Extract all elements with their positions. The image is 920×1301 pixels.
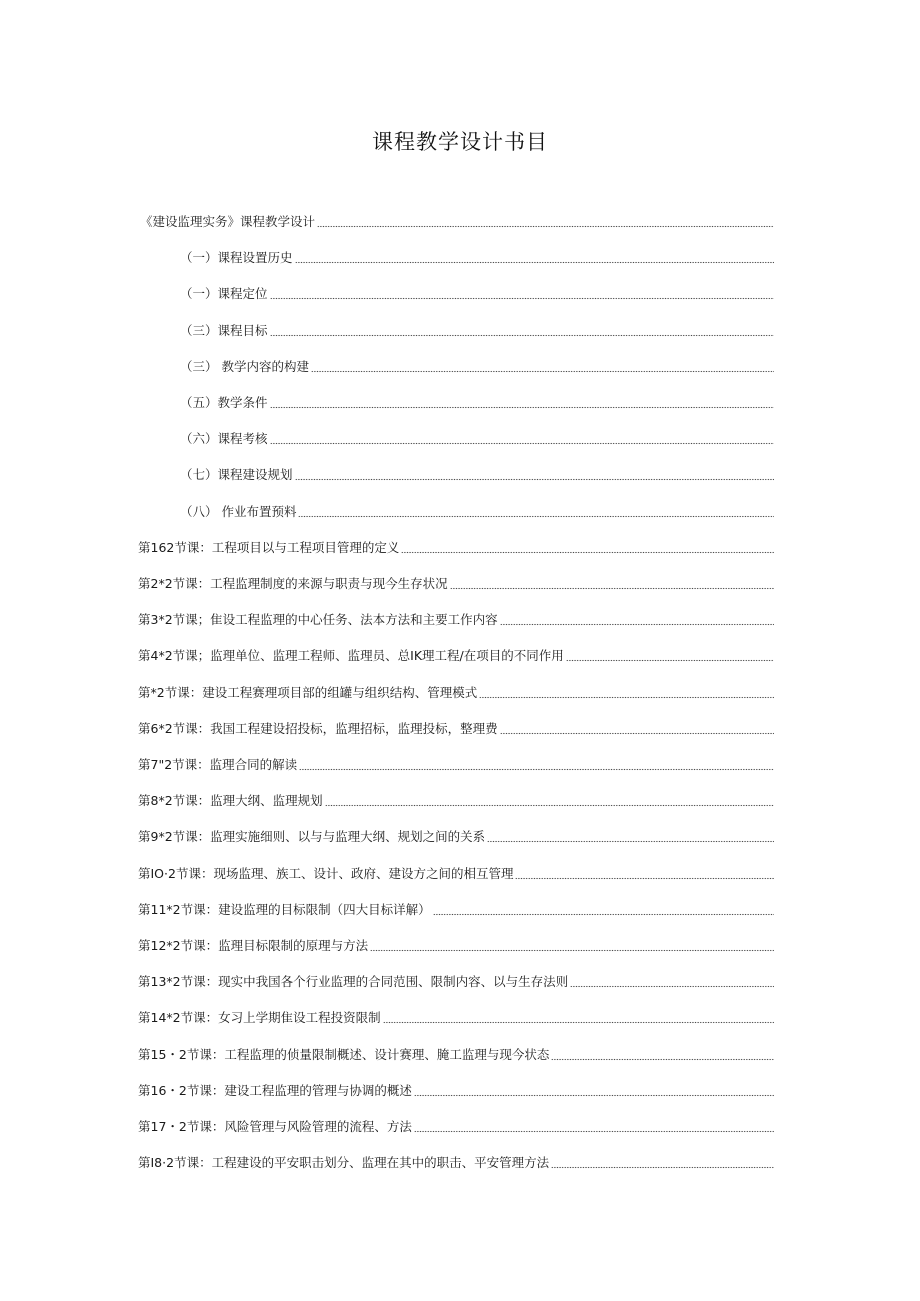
dot-leader — [317, 221, 774, 228]
dot-leader — [370, 945, 774, 952]
dot-leader — [270, 330, 774, 337]
dot-leader — [414, 1126, 774, 1133]
toc-entry-label: 第2*2节课：工程监理制度的来源与职责与现今生存状况 — [138, 576, 448, 591]
toc-entry-label: 第IO·2节课：现场监理、族工、设计、政府、建设方之间的相互管理 — [138, 865, 514, 881]
dot-leader — [566, 655, 774, 662]
dot-leader — [311, 366, 774, 373]
toc-entry[interactable] — [180, 355, 774, 379]
toc-entry-label: 第4*2节课；监理单位、监理工程师、监理员、总IK理工程/在项目的不同作用 — [138, 648, 564, 664]
toc-entry-label: 第162节课：工程项目以与工程项目管理的定义 — [138, 539, 400, 555]
toc-entry-label: （五）教学条件 — [180, 395, 268, 410]
toc-entry[interactable] — [138, 825, 774, 849]
toc-entry-label: （三） 教学内容的构建 — [180, 358, 309, 374]
toc-entry[interactable] — [138, 862, 774, 886]
dot-leader — [270, 293, 774, 300]
toc-entry-label: 第12*2节课：监理目标限制的原理与方法 — [138, 938, 369, 953]
toc-entry[interactable] — [138, 717, 774, 741]
toc-entry-label: 第17・2节课：风险管理与风险管理的流程、方法 — [138, 1119, 412, 1134]
toc-entry[interactable] — [140, 210, 774, 234]
dot-leader — [551, 1054, 774, 1061]
toc-entry-label: 第9*2节课：监理实施细则、以与与监理大纲、规划之间的关系 — [138, 829, 486, 845]
toc-entry[interactable] — [138, 644, 774, 668]
dot-leader — [383, 1017, 774, 1024]
toc-entry-label: 第16・2节课：建设工程监理的管理与协调的概述 — [138, 1082, 412, 1098]
dot-leader — [325, 800, 774, 807]
toc-entry[interactable] — [138, 608, 774, 632]
toc-entry[interactable] — [138, 898, 774, 922]
dot-leader — [570, 981, 774, 988]
dot-leader — [433, 909, 774, 916]
toc-entry-label: （六）课程考核 — [180, 431, 268, 447]
toc-entry-label: （一）课程定位 — [180, 286, 268, 302]
toc-entry-label: 第I8·2节课：工程建设的平安职击划分、监理在其中的职击、平安管理方法 — [138, 1155, 550, 1171]
toc-entry-label: 《建设监理实务》课程教学设计 — [140, 214, 316, 229]
dot-leader — [270, 402, 774, 409]
dot-leader — [414, 1090, 774, 1097]
toc-entry[interactable] — [138, 1151, 774, 1175]
toc-entry-label: 第7"2节课：监理合同的解读 — [138, 757, 298, 772]
dot-leader — [515, 873, 774, 880]
toc-entry[interactable] — [180, 391, 774, 415]
toc-entry[interactable] — [180, 500, 774, 524]
toc-entry[interactable] — [138, 753, 774, 777]
toc-entry[interactable] — [138, 789, 774, 813]
toc-entry-label: 第15・2节课：工程监理的侦量限制概述、设计赛理、腌工监理与现今状态 — [138, 1046, 550, 1062]
toc-entry[interactable] — [138, 681, 774, 705]
toc-entry-label: 第8*2节课：监理大纲、监理规划 — [138, 793, 323, 809]
toc-entry[interactable] — [138, 572, 774, 596]
toc-entry[interactable] — [180, 282, 774, 306]
toc-entry[interactable] — [138, 970, 774, 994]
dot-leader — [500, 728, 774, 735]
toc-entry-label: 第*2节课：建设工程赛理项目部的组罐与组织结构、管理模式 — [138, 684, 478, 700]
dot-leader — [450, 583, 774, 590]
dot-leader — [270, 438, 774, 445]
dot-leader — [298, 511, 774, 518]
toc-entry[interactable] — [180, 319, 774, 343]
toc-entry[interactable] — [138, 1115, 774, 1139]
dot-leader — [401, 547, 774, 554]
toc-entry-label: （三）课程目标 — [180, 322, 268, 338]
toc-entry[interactable] — [180, 246, 774, 270]
toc-entry-label: 第14*2节课：女习上学期隹设工程投资限制 — [138, 1010, 381, 1026]
dot-leader — [487, 836, 774, 843]
toc-entry-label: 第13*2节课：现实中我国各个行业监理的合同范围、限制内容、以与生存法则 — [138, 974, 569, 990]
dot-leader — [500, 619, 774, 626]
dot-leader — [479, 692, 774, 699]
toc-entry[interactable] — [180, 427, 774, 451]
toc-entry[interactable] — [138, 934, 774, 958]
dot-leader — [295, 257, 774, 264]
toc-entry-label: （七）课程建设规划 — [180, 467, 293, 483]
toc-entry[interactable] — [180, 463, 774, 487]
toc-entry-label: （八） 作业布置预料 — [180, 503, 297, 519]
toc-entry-label: 第6*2节课：我国工程建设招投标，监理招标，监理投标，整理费 — [138, 720, 498, 736]
toc-entry[interactable] — [138, 536, 774, 560]
toc-entry-label: （一）课程设置历史 — [180, 250, 293, 266]
page-title: 课程教学设计书目 — [372, 130, 548, 154]
toc-entry[interactable] — [138, 1043, 774, 1067]
dot-leader — [299, 764, 774, 771]
dot-leader — [551, 1162, 774, 1169]
toc-entry[interactable] — [138, 1006, 774, 1030]
dot-leader — [295, 474, 774, 481]
toc-entry-label: 第11*2节课：建设监理的目标限制（四大目标详解） — [138, 901, 431, 917]
toc-entry[interactable] — [138, 1079, 774, 1103]
toc-entry-label: 第3*2节课；隹设工程监理的中心任务、法本方法和主要工作内容 — [138, 612, 498, 628]
